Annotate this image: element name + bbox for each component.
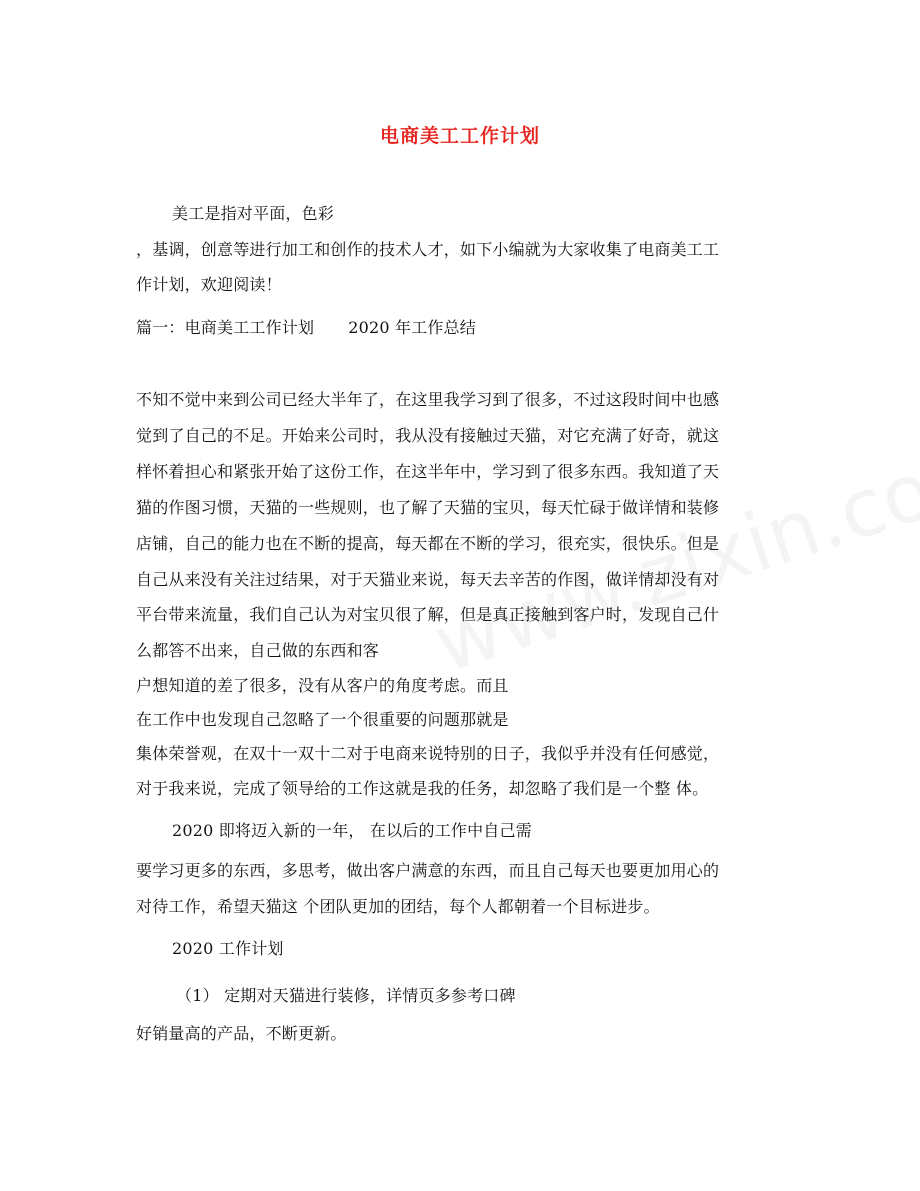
paragraph-line: 店铺，自己的能力也在不断的提高，每天都在不断的学习，很充实，很快乐。但是: [136, 534, 720, 553]
paragraph-line: 在工作中也发现自己忽略了一个很重要的问题那就是: [136, 710, 509, 729]
paragraph-line: 美工是指对平面，色彩: [172, 204, 335, 223]
paragraph-line: 对于我来说，完成了领导给的工作这就是我的任务，却忽略了我们是一个整 体。: [136, 779, 709, 798]
paragraph-line: 猫的作图习惯，天猫的一些规则，也了解了天猫的宝贝，每天忙碌于做详情和装修: [136, 498, 720, 517]
paragraph-line: 觉到了自己的不足。开始来公司时，我从没有接触过天猫，对它充满了好奇，就这: [136, 426, 720, 445]
plan-item-1: （1） 定期对天猫进行装修，详情页多参考口碑: [176, 986, 516, 1005]
paragraph-line: 平台带来流量，我们自己认为对宝贝很了解，但是真正接触到客户时，发现自己什: [136, 605, 720, 624]
paragraph-line: 户想知道的差了很多，没有从客户的角度考虑。而且: [136, 676, 509, 695]
paragraph-line: 自己从来没有关注过结果，对于天猫业来说，每天去辛苦的作图，做详情却没有对: [136, 570, 720, 589]
paragraph-line: 要学习更多的东西，多思考，做出客户满意的东西，而且自己每天也要更加用心的: [136, 861, 720, 880]
paragraph-line: 集体荣誉观，在双十一双十二对于电商来说特别的日子，我似乎并没有任何感觉，: [136, 744, 720, 763]
section-heading-label: 篇一：电商美工工作计划: [136, 318, 315, 337]
document-title: 电商美工工作计划: [379, 125, 540, 147]
paragraph-line: 不知不觉中来到公司已经大半年了，在这里我学习到了很多，不过这段时间中也感: [136, 390, 720, 409]
section-heading: [136, 318, 476, 338]
paragraph-line: 么都答不出来，自己做的东西和客: [136, 641, 380, 660]
paragraph-line: 好销量高的产品，不断更新。: [136, 1024, 347, 1043]
section-heading-year: 2020 年工作总结: [348, 318, 477, 337]
section-heading-plan: 2020 工作计划: [172, 939, 284, 958]
paragraph-line: 样怀着担心和紧张开始了这份工作，在这半年中，学习到了很多东西。我知道了天: [136, 462, 720, 481]
paragraph-line: 对待工作，希望天猫这 个团队更加的团结，每个人都朝着一个目标进步。: [136, 897, 660, 916]
paragraph-line: 作计划，欢迎阅读！: [136, 275, 282, 294]
paragraph-line: ，基调，创意等进行加工和创作的技术人才，如下小编就为大家收集了电商美工工: [136, 240, 720, 259]
paragraph-line: 2020 即将迈入新的一年， 在以后的工作中自己需: [172, 821, 532, 840]
